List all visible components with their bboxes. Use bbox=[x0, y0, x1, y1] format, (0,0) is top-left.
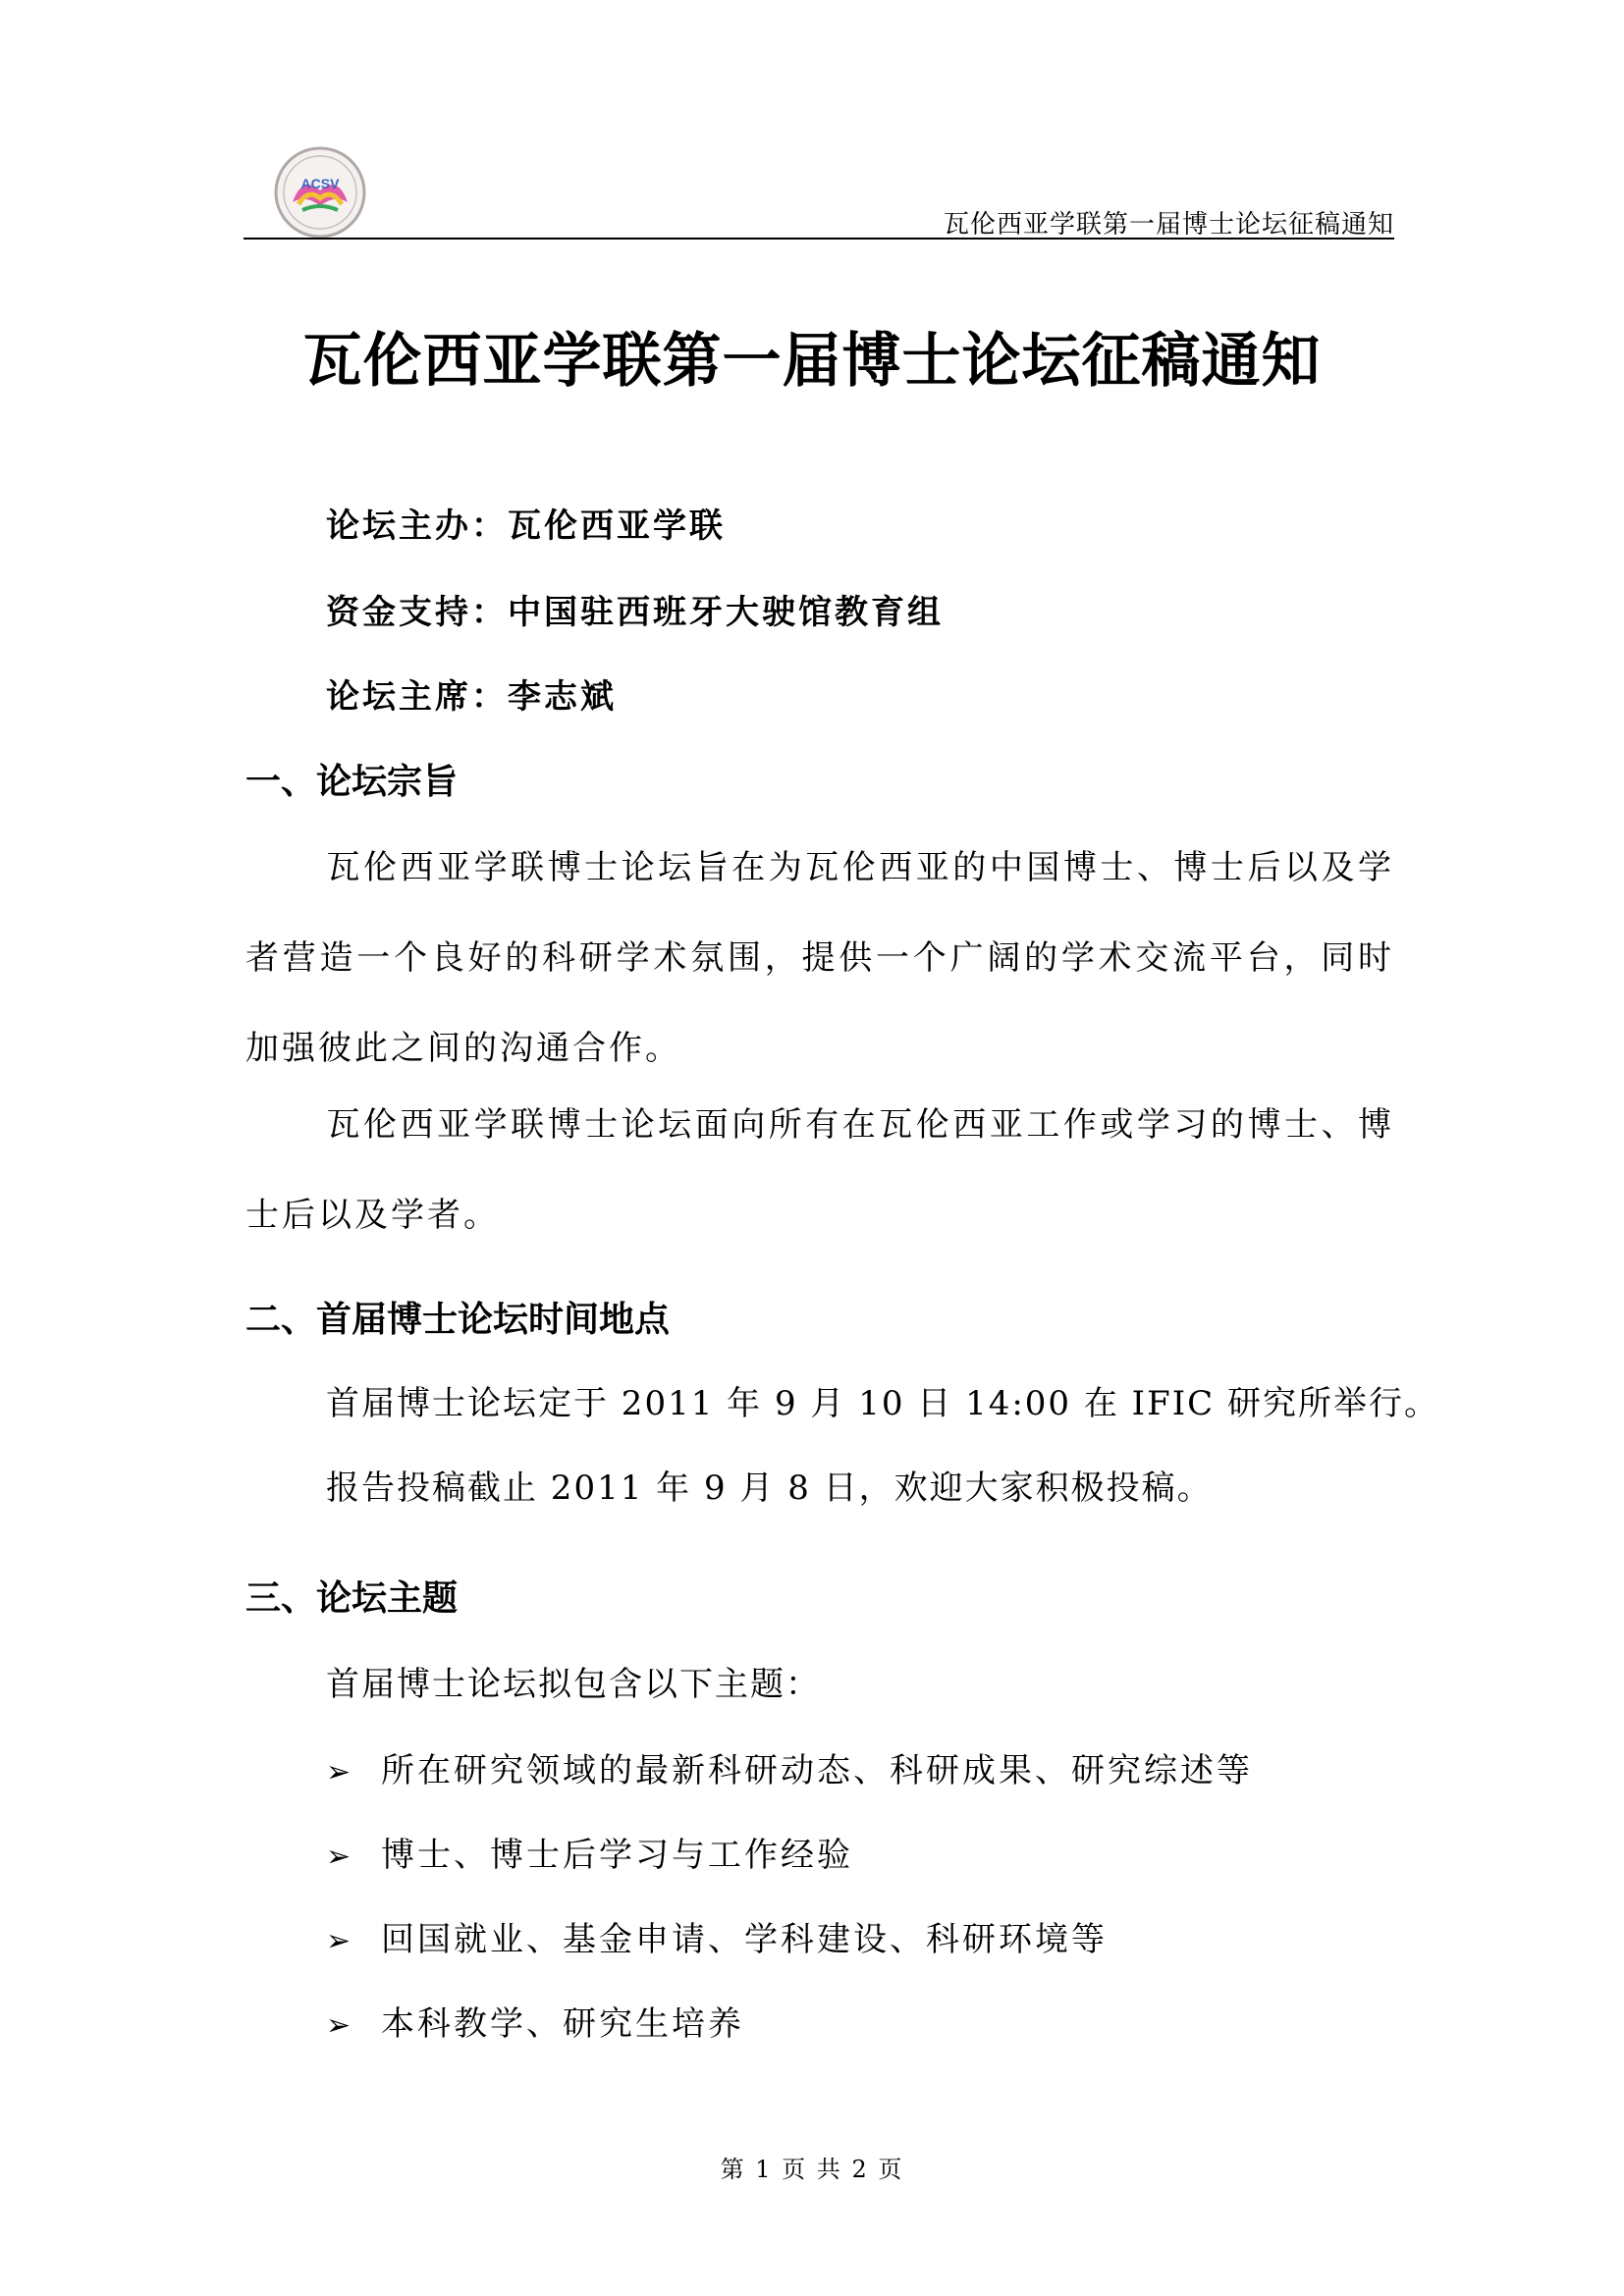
section-heading-purpose: 一、论坛宗旨 bbox=[245, 762, 459, 802]
list-item-text: 所在研究领域的最新科研动态、科研成果、研究综述等 bbox=[381, 1751, 1253, 1790]
meta-label: 资金支持： bbox=[326, 593, 508, 632]
arrow-bullet-icon: ➢ bbox=[326, 1924, 354, 1958]
meta-value: 瓦伦西亚学联 bbox=[508, 507, 726, 546]
topics-intro: 首届博士论坛拟包含以下主题： bbox=[326, 1665, 821, 1704]
paragraph-text: 瓦伦西亚学联博士论坛面向所有在瓦伦西亚工作或学习的博士、博士后以及学者。 bbox=[245, 1105, 1394, 1235]
list-item-text: 博士、博士后学习与工作经验 bbox=[381, 1836, 853, 1875]
list-item bbox=[326, 1828, 853, 1876]
header-divider bbox=[244, 238, 1394, 240]
running-header-title: 瓦伦西亚学联第一届博士论坛征稿通知 bbox=[943, 210, 1394, 240]
paragraph bbox=[245, 823, 1394, 1094]
text-line: 首届博士论坛定于 2011 年 9 月 10 日 14:00 在 IFIC 研究所举行。 bbox=[326, 1384, 1439, 1423]
section-heading-topics: 三、论坛主题 bbox=[245, 1578, 459, 1619]
paragraph-text: 瓦伦西亚学联博士论坛旨在为瓦伦西亚的中国博士、博士后以及学者营造一个良好的科研学术氛围，提供一个广阔的学术交流平台，同时加强彼此之间的沟通合作。 bbox=[245, 848, 1394, 1068]
arrow-bullet-icon: ➢ bbox=[326, 1840, 354, 1874]
list-item bbox=[326, 1912, 1108, 1960]
meta-label: 论坛主席： bbox=[326, 677, 508, 717]
page-number: 第 1 页 共 2 页 bbox=[720, 2156, 904, 2183]
arrow-bullet-icon: ➢ bbox=[326, 1755, 354, 1789]
logo-text: ACSV bbox=[300, 176, 340, 191]
page-header bbox=[244, 128, 1394, 238]
document-title: 瓦伦西亚学联第一届博士论坛征稿通知 bbox=[302, 327, 1322, 396]
list-item bbox=[326, 1997, 744, 2045]
meta-organizer bbox=[326, 499, 726, 547]
meta-value: 中国驻西班牙大驶馆教育组 bbox=[508, 593, 944, 632]
organization-logo bbox=[273, 145, 367, 240]
text-line: 报告投稿截止 2011 年 9 月 8 日，欢迎大家积极投稿。 bbox=[326, 1468, 1213, 1508]
section-heading-time-place: 二、首届博士论坛时间地点 bbox=[245, 1300, 671, 1340]
meta-chair bbox=[326, 669, 617, 718]
meta-label: 论坛主办： bbox=[326, 507, 508, 546]
paragraph bbox=[245, 1080, 1394, 1260]
meta-value: 李志斌 bbox=[508, 677, 617, 717]
arrow-bullet-icon: ➢ bbox=[326, 2008, 354, 2043]
list-item-text: 本科教学、研究生培养 bbox=[381, 2004, 744, 2044]
list-item-text: 回国就业、基金申请、学科建设、科研环境等 bbox=[381, 1920, 1108, 1959]
list-item bbox=[326, 1743, 1253, 1791]
meta-funding bbox=[326, 585, 944, 633]
